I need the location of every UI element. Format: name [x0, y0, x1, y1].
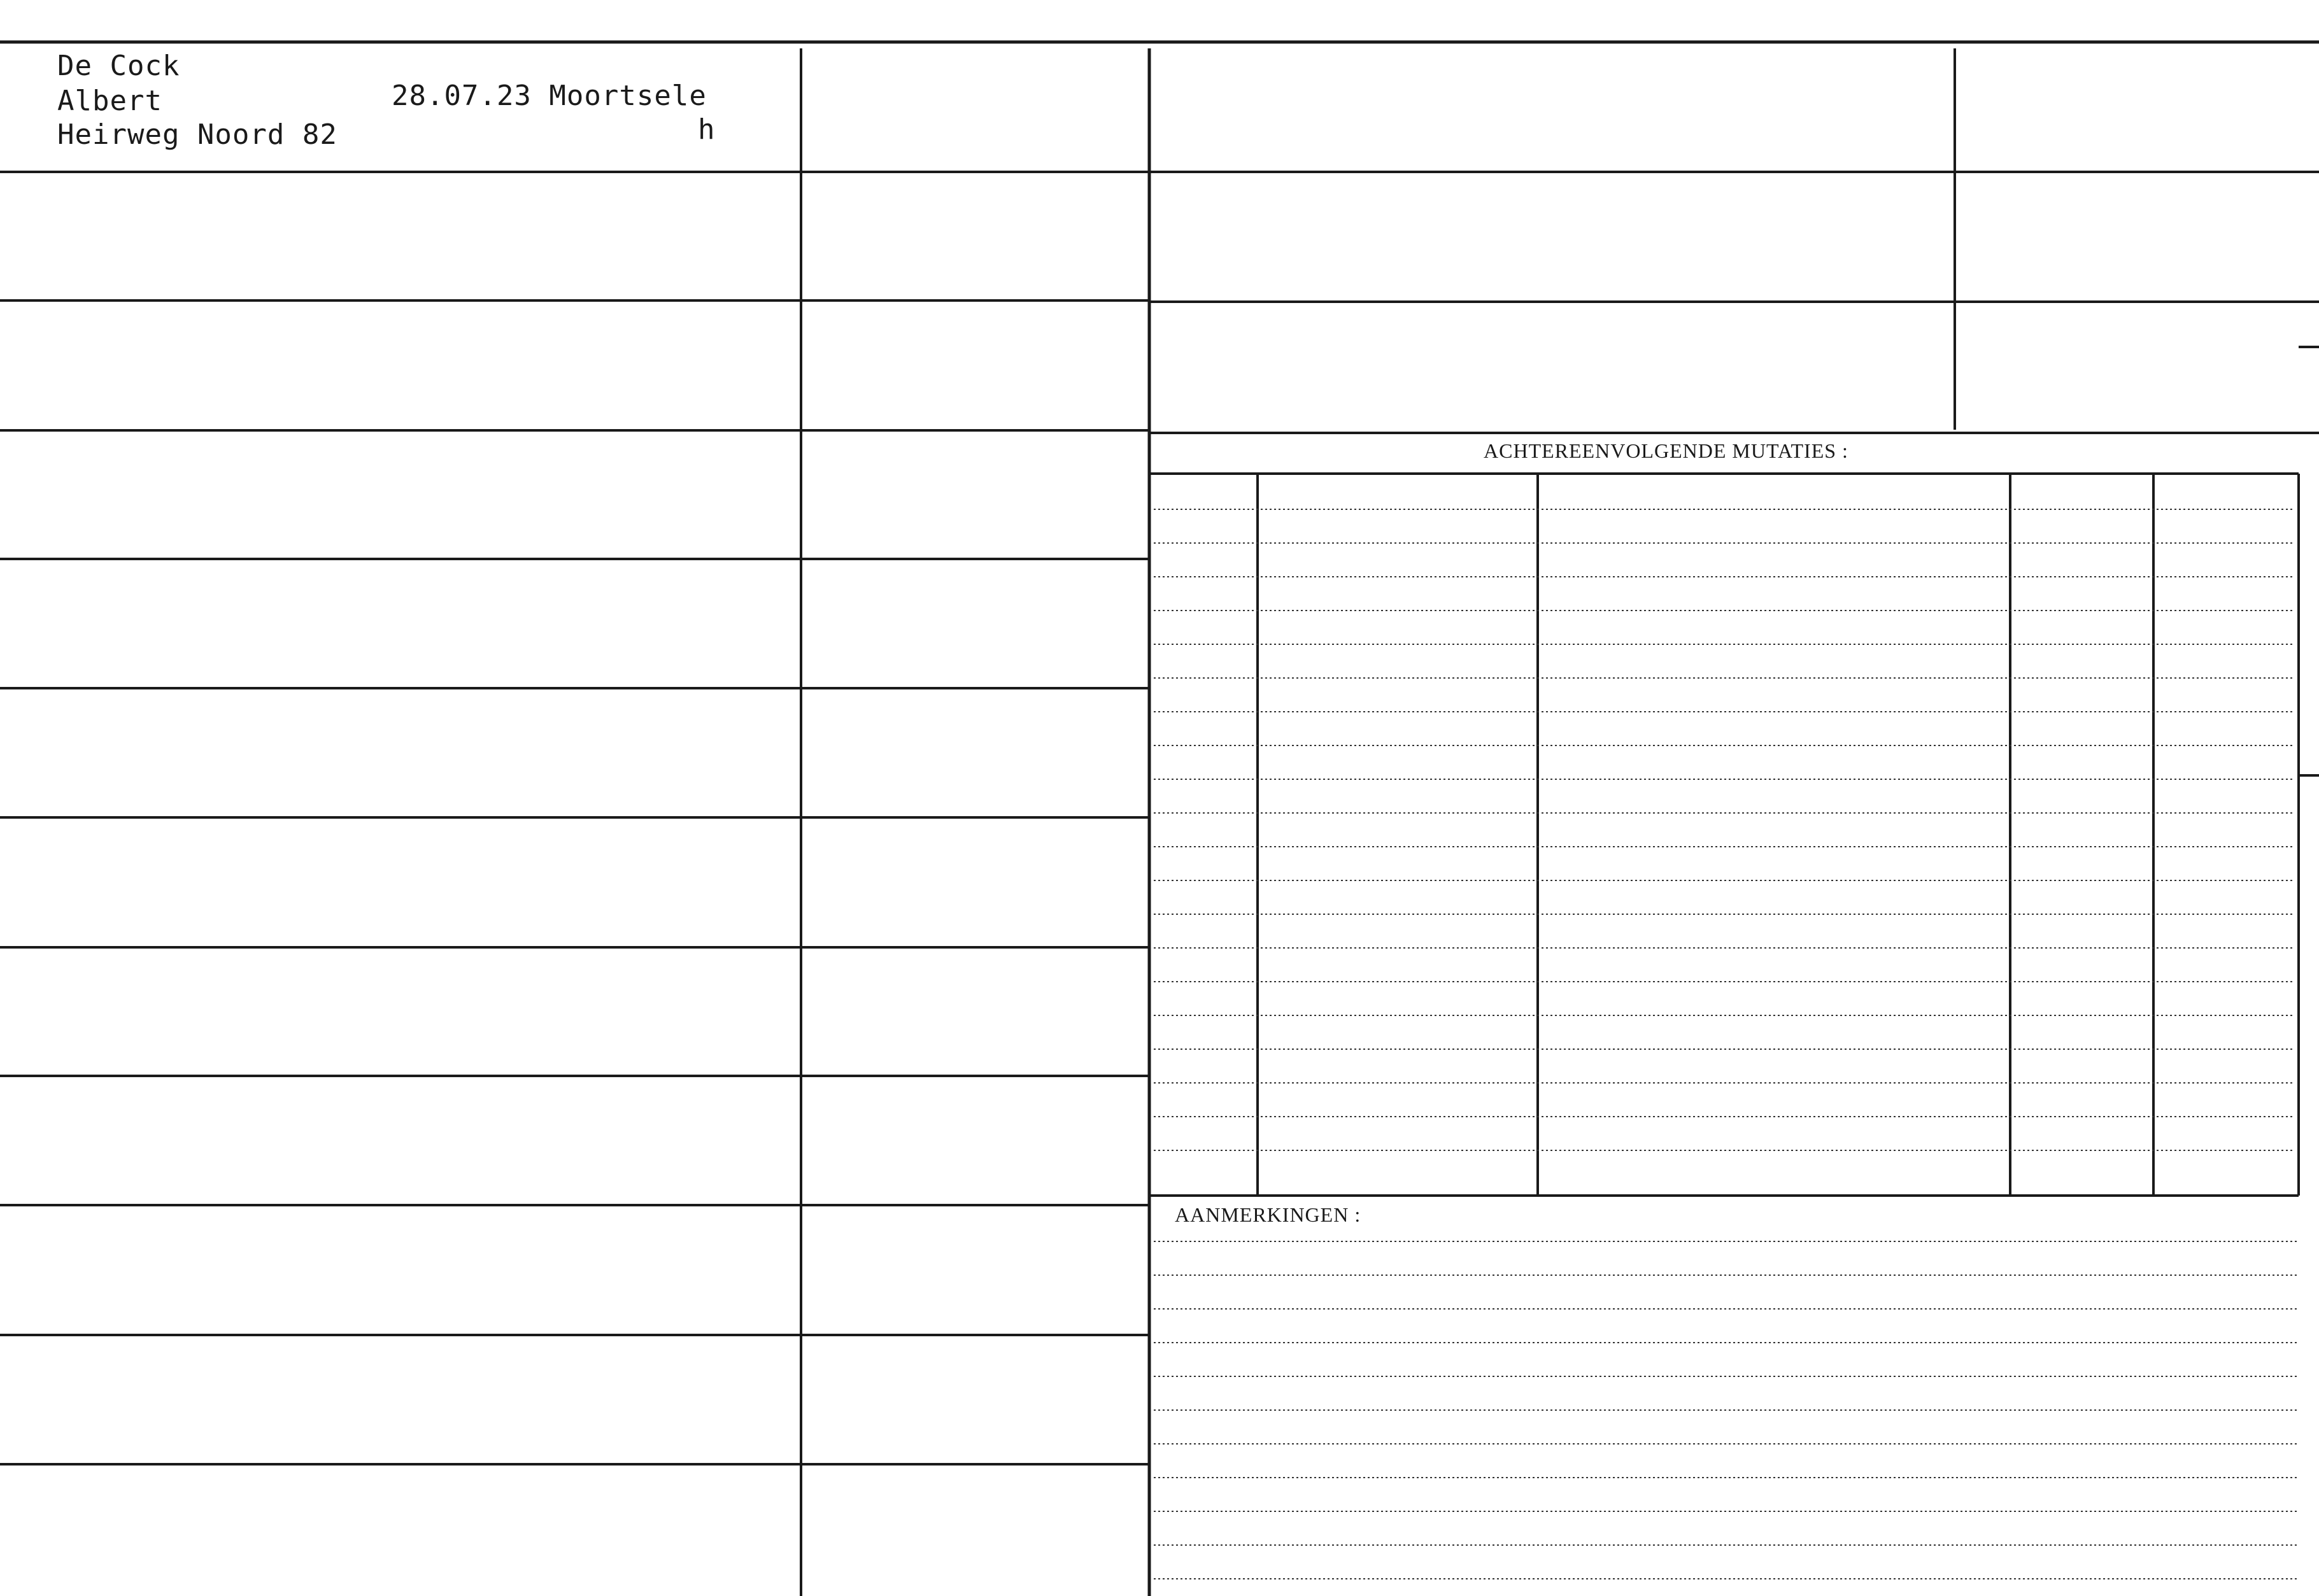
- mutations-heading: ACHTEREENVOLGENDE MUTATIES :: [1484, 439, 1848, 462]
- address-text: Heirweg Noord 82: [57, 118, 337, 151]
- first-name-text: Albert: [57, 85, 162, 117]
- marker-text: h: [698, 113, 716, 146]
- remarks-heading: AANMERKINGEN :: [1175, 1203, 1361, 1226]
- birth-date-place-text: 28.07.23 Moortsele: [392, 80, 707, 112]
- surname-text: De Cock: [57, 50, 180, 82]
